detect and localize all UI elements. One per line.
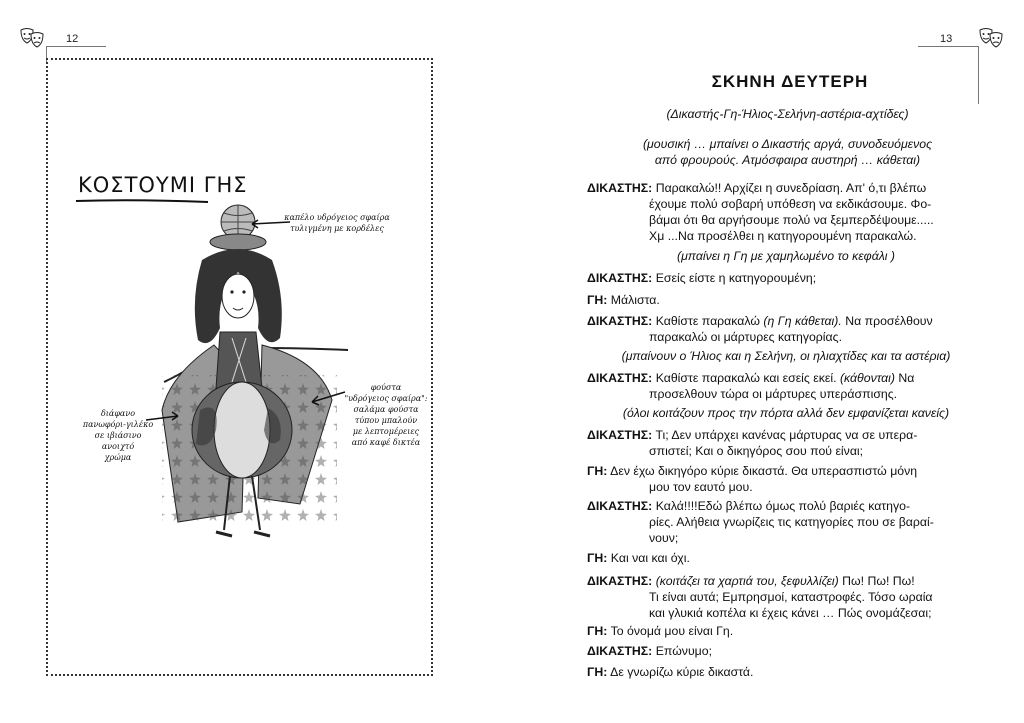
speaker-label: ΔΙΚΑΣΤΗΣ:	[587, 499, 653, 513]
annotation-line: πανωφόρι-γιλέκο	[82, 420, 154, 429]
stage-direction	[590, 136, 985, 168]
speaker-label: ΔΙΚΑΣΤΗΣ:	[587, 574, 653, 588]
dialogue-line: ΔΙΚΑΣΤΗΣ: (κοιτάζει τα χαρτιά του, ξεφυλλίζει) Πω! Πω! Πω! Τι είναι αυτά; Εμπρησμοί, καταστροφές. Τόσο ωραία και γλυκιά κοπέλα κι έχεις κάνει … Πώς ονομάζεσαι;	[587, 574, 933, 620]
speaker-label: ΓΗ:	[587, 293, 608, 307]
dialogue-line: ΔΙΚΑΣΤΗΣ: Εσείς είστε η κατηγορουμένη;	[587, 271, 817, 285]
annotation-line: τύπου μπαλούν	[354, 416, 418, 425]
stage-direction: (όλοι κοιτάζουν προς την πόρτα αλλά δεν εμφανίζεται κανείς)	[622, 406, 950, 420]
dialogue-line: ΓΗ: Δε γνωρίζω κύριε δικαστά.	[587, 665, 754, 679]
direction-line: από φρουρούς. Ατμόσφαιρα αυστηρή … κάθεται)	[654, 153, 921, 167]
header-rule-vertical	[978, 46, 979, 104]
speaker-label: ΔΙΚΑΣΤΗΣ:	[587, 644, 653, 658]
annotation-line: τυλιγμένη με κορδέλες	[290, 224, 384, 233]
annotation-line: σε ιβιάσινο ανοιχτό	[94, 431, 142, 451]
annotation-line: χρώμα	[104, 453, 132, 462]
cape-annotation	[80, 408, 156, 463]
speaker-label: ΔΙΚΑΣΤΗΣ:	[587, 181, 653, 195]
dialogue-line: ΓΗ: Μάλιστα.	[587, 293, 660, 307]
page-number: 12	[66, 33, 79, 45]
direction-line: (μουσική … μπαίνει ο Δικαστής αργά, συνοδευόμενος	[642, 137, 933, 151]
skirt-annotation	[340, 382, 432, 448]
cast-list: (Δικαστής-Γη-Ήλιος-Σελήνη-αστέρια-αχτίδες)	[666, 107, 909, 121]
annotation-line: φούστα	[370, 383, 402, 392]
dialogue-line: ΓΗ: Το όνομά μου είναι Γη.	[587, 624, 734, 638]
theatre-masks-icon	[977, 26, 1005, 50]
speaker-label: ΓΗ:	[587, 665, 608, 679]
dialogue-line: ΓΗ: Και ναι και όχι.	[587, 551, 690, 565]
scene-title: ΣΚΗΝΗ ΔΕΥΤΕΡΗ	[711, 72, 869, 91]
dialogue-line: ΔΙΚΑΣΤΗΣ: Παρακαλώ!! Αρχίζει η συνεδρίαση. Απ' ό,τι βλέπω έχουμε πολύ σοβαρή υπόθεση να εκδικάσουμε. Φο- βάμαι ότι θα αργήσουμε πολύ να ξεμπερδέψουμε..... Χμ ...Να προσέλθει η κατηγορουμένη παρακαλώ.	[587, 181, 934, 243]
annotation-line: "υδρόγειος σφαίρα":	[344, 394, 428, 403]
speaker-label: ΔΙΚΑΣΤΗΣ:	[587, 314, 653, 328]
stage-direction: (μπαίνει η Γη με χαμηλωμένο το κεφάλι )	[676, 249, 896, 263]
speaker-label: ΓΗ:	[587, 551, 608, 565]
dialogue-line: ΓΗ: Δεν έχω δικηγόρο κύριε δικαστά. Θα υπερασπιστώ μόνη μου τον εαυτό μου.	[587, 464, 918, 494]
dialogue-line: ΔΙΚΑΣΤΗΣ: Τι; Δεν υπάρχει κανένας μάρτυρας να σε υπερα- σπιστεί; Και ο δικηγόρος σου πού είναι;	[587, 428, 918, 458]
dialogue-line: ΔΙΚΑΣΤΗΣ: Επώνυμο;	[587, 644, 713, 658]
annotation-line: από καφέ δικτέα	[351, 438, 421, 447]
speaker-label: ΓΗ:	[587, 624, 608, 638]
stage-direction: (μπαίνουν ο Ήλιος και η Σελήνη, οι ηλιαχτίδες και τα αστέρια)	[621, 349, 951, 363]
costume-title: ΚΟΣΤΟΥΜΙ ΓΗΣ	[78, 173, 248, 197]
speaker-label: ΔΙΚΑΣΤΗΣ:	[587, 428, 653, 442]
dialogue-line: ΔΙΚΑΣΤΗΣ: Καθίστε παρακαλώ (η Γη κάθεται). Να προσέλθουν παρακαλώ οι μάρτυρες κατηγορίας.	[587, 314, 933, 344]
hat-annotation	[282, 212, 392, 234]
annotation-line: καπέλο υδρόγειος σφαίρα	[284, 213, 390, 222]
speaker-label: ΔΙΚΑΣΤΗΣ:	[587, 271, 653, 285]
header-rule	[918, 46, 978, 47]
annotation-line: με λεπτομέρειες	[352, 427, 420, 436]
dialogue-line: ΔΙΚΑΣΤΗΣ: Καθίστε παρακαλώ και εσείς εκεί. (κάθονται) Να προσελθουν τώρα οι μάρτυρες υπεράσπισης.	[587, 371, 915, 401]
speaker-label: ΓΗ:	[587, 464, 608, 478]
speaker-label: ΔΙΚΑΣΤΗΣ:	[587, 371, 653, 385]
annotation-line: σαλάμα φούστα	[353, 405, 419, 414]
dialogue-line: ΔΙΚΑΣΤΗΣ: Καλά!!!!Εδώ βλέπω όμως πολύ βαριές κατηγο- ρίες. Αλήθεια γνωρίζεις τις κατηγορίες που σε βαραί- νουν;	[587, 499, 934, 545]
page-number: 13	[940, 33, 953, 45]
annotation-line: διάφανο	[100, 409, 136, 418]
